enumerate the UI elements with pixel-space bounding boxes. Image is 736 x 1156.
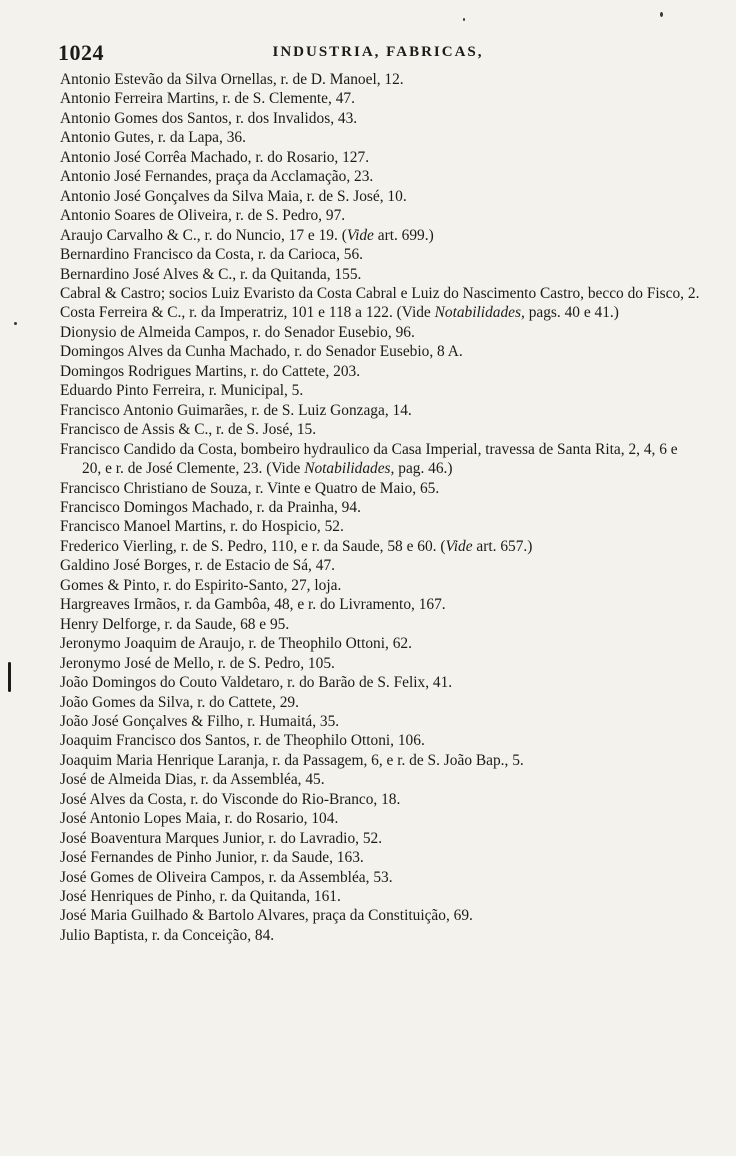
directory-entry xyxy=(60,770,700,789)
entry-italic-reference: Notabilidades, xyxy=(434,304,525,322)
entry-text-continued: pags. 40 e 41.) xyxy=(524,304,619,322)
entry-text: Julio Baptista, r. da Conceição, 84. xyxy=(60,926,275,944)
entry-text: Bernardino José Alves & C., r. da Quitanda, 155. xyxy=(60,265,362,283)
directory-entry xyxy=(60,245,700,264)
directory-entry xyxy=(60,167,700,186)
entry-text: Domingos Rodrigues Martins, r. do Cattete, 203. xyxy=(60,362,361,380)
directory-entry xyxy=(60,731,700,750)
ink-speck xyxy=(463,18,465,21)
directory-entry xyxy=(60,323,700,342)
entry-text: Antonio José Fernandes, praça da Acclamação, 23. xyxy=(60,168,374,186)
directory-entry xyxy=(60,809,700,828)
entry-text: Cabral & Castro; socios Luiz Evaristo da Costa Cabral e Luiz do Nascimento Castro, becco do Fisco, 2. xyxy=(60,284,700,302)
directory-entry xyxy=(60,868,700,887)
running-title: INDUSTRIA, FABRICAS, xyxy=(272,44,484,60)
entry-text: Antonio José Gonçalves da Silva Maia, r. de S. José, 10. xyxy=(60,187,407,205)
entry-text: José Boaventura Marques Junior, r. do Lavradio, 52. xyxy=(60,829,383,847)
directory-entry xyxy=(60,362,700,381)
directory-entry xyxy=(60,693,700,712)
directory-entry xyxy=(60,479,700,498)
directory-entry xyxy=(60,440,700,479)
directory-entry xyxy=(60,556,700,575)
directory-entry xyxy=(60,906,700,925)
entry-text: Antonio Soares de Oliveira, r. de S. Pedro, 97. xyxy=(60,207,346,225)
entry-text: Francisco Christiano de Souza, r. Vinte e Quatro de Maio, 65. xyxy=(60,479,440,497)
entry-text: Jeronymo Joaquim de Araujo, r. de Theophilo Ottoni, 62. xyxy=(60,635,412,653)
entry-text: José Fernandes de Pinho Junior, r. da Saude, 163. xyxy=(60,849,364,867)
entry-text: Antonio Gutes, r. da Lapa, 36. xyxy=(60,129,246,147)
entry-italic-reference: Notabilidades, xyxy=(304,460,395,478)
entry-text: José Maria Guilhado & Bartolo Alvares, praça da Constituição, 69. xyxy=(60,907,473,925)
entry-italic-reference: Vide xyxy=(346,226,374,244)
entry-text: Antonio Ferreira Martins, r. de S. Clemente, 47. xyxy=(60,90,355,108)
entry-text-continued: art. 657.) xyxy=(472,537,533,555)
directory-entry xyxy=(60,673,700,692)
entry-text: Eduardo Pinto Ferreira, r. Municipal, 5. xyxy=(60,382,304,400)
entry-text: Joaquim Maria Henrique Laranja, r. da Passagem, 6, e r. de S. João Bap., 5. xyxy=(60,751,524,769)
directory-entry xyxy=(60,206,700,225)
entry-text: João Gomes da Silva, r. do Cattete, 29. xyxy=(60,693,299,711)
directory-entry xyxy=(60,537,700,556)
directory-entry xyxy=(60,848,700,867)
entry-text: Joaquim Francisco dos Santos, r. de Theophilo Ottoni, 106. xyxy=(60,732,425,750)
directory-entry xyxy=(60,128,700,147)
entry-text: João Domingos do Couto Valdetaro, r. do Barão de S. Felix, 41. xyxy=(60,674,453,692)
entry-text: Antonio Estevão da Silva Ornellas, r. de D. Manoel, 12. xyxy=(60,71,404,88)
entry-text: José Antonio Lopes Maia, r. do Rosario, 104. xyxy=(60,810,339,828)
directory-entry xyxy=(60,712,700,731)
directory-entry xyxy=(60,70,700,89)
margin-mark xyxy=(8,662,11,692)
ink-speck xyxy=(660,12,663,17)
entry-text: Hargreaves Irmãos, r. da Gambôa, 48, e r. do Livramento, 167. xyxy=(60,596,446,614)
directory-entry xyxy=(60,654,700,673)
directory-entry xyxy=(60,576,700,595)
directory-entry xyxy=(60,498,700,517)
entry-text: Bernardino Francisco da Costa, r. da Carioca, 56. xyxy=(60,246,364,264)
directory-entry xyxy=(60,226,700,245)
entry-text: José de Almeida Dias, r. da Assembléa, 45. xyxy=(60,771,325,789)
entry-text: Jeronymo José de Mello, r. de S. Pedro, 105. xyxy=(60,654,335,672)
directory-entry xyxy=(60,187,700,206)
directory-entry xyxy=(60,829,700,848)
entry-text: Galdino José Borges, r. de Estacio de Sá, 47. xyxy=(60,557,335,575)
directory-entry xyxy=(60,926,700,945)
entry-text: Francisco Antonio Guimarães, r. de S. Luiz Gonzaga, 14. xyxy=(60,401,412,419)
entry-text-continued: art. 699.) xyxy=(373,226,434,244)
entry-text: Francisco Candido da Costa, bombeiro hydraulico da Casa Imperial, travessa de Santa Rita, 2, 4, 6 e 20, e r. de José Clemente, 23. (Vide xyxy=(60,440,678,478)
entry-text: Francisco Manoel Martins, r. do Hospicio, 52. xyxy=(60,518,344,536)
directory-entry xyxy=(60,148,700,167)
entry-text: Costa Ferreira & C., r. da Imperatriz, 101 e 118 a 122. (Vide xyxy=(60,304,435,322)
entry-text: Antonio José Corrêa Machado, r. do Rosario, 127. xyxy=(60,148,370,166)
entry-text: José Alves da Costa, r. do Visconde do Rio-Branco, 18. xyxy=(60,790,401,808)
directory-entry xyxy=(60,342,700,361)
entry-text: Gomes & Pinto, r. do Espirito-Santo, 27, loja. xyxy=(60,576,342,594)
entry-text: Francisco de Assis & C., r. de S. José, 15. xyxy=(60,421,317,439)
directory-entry xyxy=(60,284,700,303)
entry-text: João José Gonçalves & Filho, r. Humaitá, 35. xyxy=(60,712,340,730)
entry-text: Antonio Gomes dos Santos, r. dos Invalidos, 43. xyxy=(60,109,358,127)
entry-italic-reference: Vide xyxy=(445,537,473,555)
directory-entry xyxy=(60,420,700,439)
entry-text: Dionysio de Almeida Campos, r. do Senador Eusebio, 96. xyxy=(60,323,415,341)
directory-entry xyxy=(60,517,700,536)
entry-text-continued: pag. 46.) xyxy=(394,460,453,478)
directory-entry xyxy=(60,265,700,284)
entry-text: José Gomes de Oliveira Campos, r. da Assembléa, 53. xyxy=(60,868,393,886)
entry-text: Frederico Vierling, r. de S. Pedro, 110, e r. da Saude, 58 e 60. ( xyxy=(60,537,446,555)
entry-text: José Henriques de Pinho, r. da Quitanda, 161. xyxy=(60,888,341,906)
directory-entry xyxy=(60,303,700,322)
directory-entry xyxy=(60,615,700,634)
directory-entry xyxy=(60,89,700,108)
page-header xyxy=(58,40,698,66)
directory-entry xyxy=(60,634,700,653)
entry-text: Araujo Carvalho & C., r. do Nuncio, 17 e 19. ( xyxy=(60,226,347,244)
entry-text: Domingos Alves da Cunha Machado, r. do Senador Eusebio, 8 A. xyxy=(60,343,463,361)
page-number: 1024 xyxy=(58,40,104,65)
directory-entry xyxy=(60,887,700,906)
directory-entry xyxy=(60,595,700,614)
directory-entry xyxy=(60,751,700,770)
entry-text: Francisco Domingos Machado, r. da Prainha, 94. xyxy=(60,498,361,516)
entry-text: Henry Delforge, r. da Saude, 68 e 95. xyxy=(60,615,290,633)
ink-speck xyxy=(14,322,17,325)
directory-entry xyxy=(60,790,700,809)
directory-entry xyxy=(60,381,700,400)
directory-entry xyxy=(60,109,700,128)
directory-entry xyxy=(60,401,700,420)
directory-list xyxy=(60,70,700,945)
